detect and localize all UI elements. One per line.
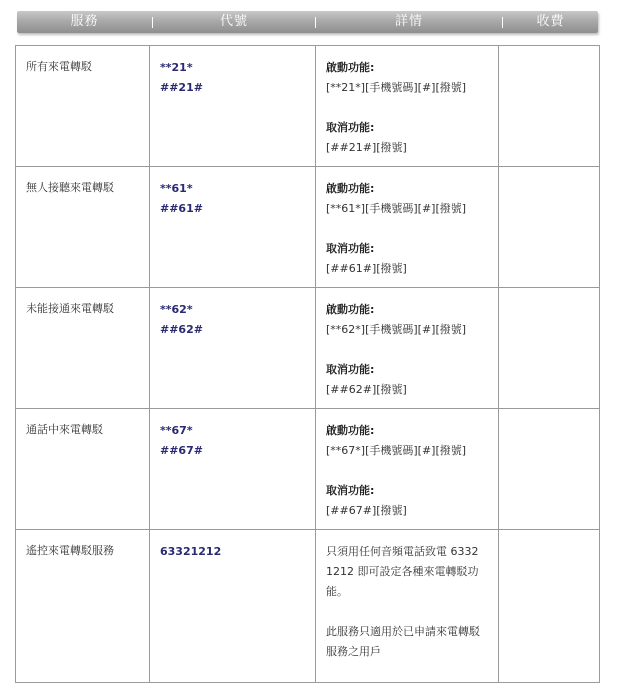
cancel-command: [##61#][撥號] — [326, 262, 407, 275]
details-cell — [316, 46, 499, 167]
cancel-code: ##67# — [160, 444, 203, 457]
activate-label: 啟動功能: — [326, 61, 375, 74]
code-cell — [150, 530, 316, 683]
activate-code: **21* — [160, 61, 193, 74]
activate-code: **67* — [160, 424, 193, 437]
code-cell — [150, 167, 316, 288]
code-cell — [150, 46, 316, 167]
fee-cell — [499, 46, 600, 167]
table-row — [16, 288, 600, 409]
cancel-command: [##62#][撥號] — [326, 383, 407, 396]
activate-code: **61* — [160, 182, 193, 195]
activate-command: [**67*][手機號碼][#][撥號] — [326, 444, 467, 457]
remote-description: 只須用任何音頻電話致電 6332 1212 即可設定各種來電轉駁功能。 — [326, 545, 479, 598]
cancel-code: ##62# — [160, 323, 203, 336]
cancel-command: [##21#][撥號] — [326, 141, 407, 154]
table-row — [16, 530, 600, 683]
service-name: 無人接聽來電轉駁 — [16, 167, 150, 288]
remote-eligibility-note: 此服務只適用於已申請來電轉駁服務之用戶 — [326, 625, 480, 658]
table-header-bar — [17, 11, 598, 33]
service-name: 所有來電轉駁 — [16, 46, 150, 167]
service-name: 遙控來電轉駁服務 — [16, 530, 150, 683]
activate-command: [**62*][手機號碼][#][撥號] — [326, 323, 467, 336]
activate-command: [**61*][手機號碼][#][撥號] — [326, 202, 467, 215]
cancel-label: 取消功能: — [326, 484, 375, 497]
header-code: 代號 — [219, 14, 248, 29]
remote-code: 63321212 — [160, 545, 222, 558]
header-details: 詳情 — [394, 14, 423, 29]
activate-code: **62* — [160, 303, 193, 316]
service-name: 通話中來電轉駁 — [16, 409, 150, 530]
service-name: 未能接通來電轉駁 — [16, 288, 150, 409]
table-row — [16, 409, 600, 530]
activate-label: 啟動功能: — [326, 303, 375, 316]
details-cell — [316, 530, 499, 683]
fee-cell — [499, 288, 600, 409]
details-cell — [316, 288, 499, 409]
details-cell — [316, 409, 499, 530]
table-row — [16, 167, 600, 288]
cancel-label: 取消功能: — [326, 242, 375, 255]
code-cell — [150, 288, 316, 409]
activate-label: 啟動功能: — [326, 424, 375, 437]
activate-command: [**21*][手機號碼][#][撥號] — [326, 81, 467, 94]
table-row — [16, 46, 600, 167]
header-service: 服務 — [70, 14, 99, 29]
fee-cell — [499, 409, 600, 530]
cancel-command: [##67#][撥號] — [326, 504, 407, 517]
fee-cell — [499, 167, 600, 288]
header-fee: 收費 — [536, 14, 565, 29]
activate-label: 啟動功能: — [326, 182, 375, 195]
cancel-code: ##61# — [160, 202, 203, 215]
call-forwarding-table — [15, 45, 600, 683]
cancel-code: ##21# — [160, 81, 203, 94]
details-cell — [316, 167, 499, 288]
cancel-label: 取消功能: — [326, 363, 375, 376]
code-cell — [150, 409, 316, 530]
cancel-label: 取消功能: — [326, 121, 375, 134]
fee-cell — [499, 530, 600, 683]
